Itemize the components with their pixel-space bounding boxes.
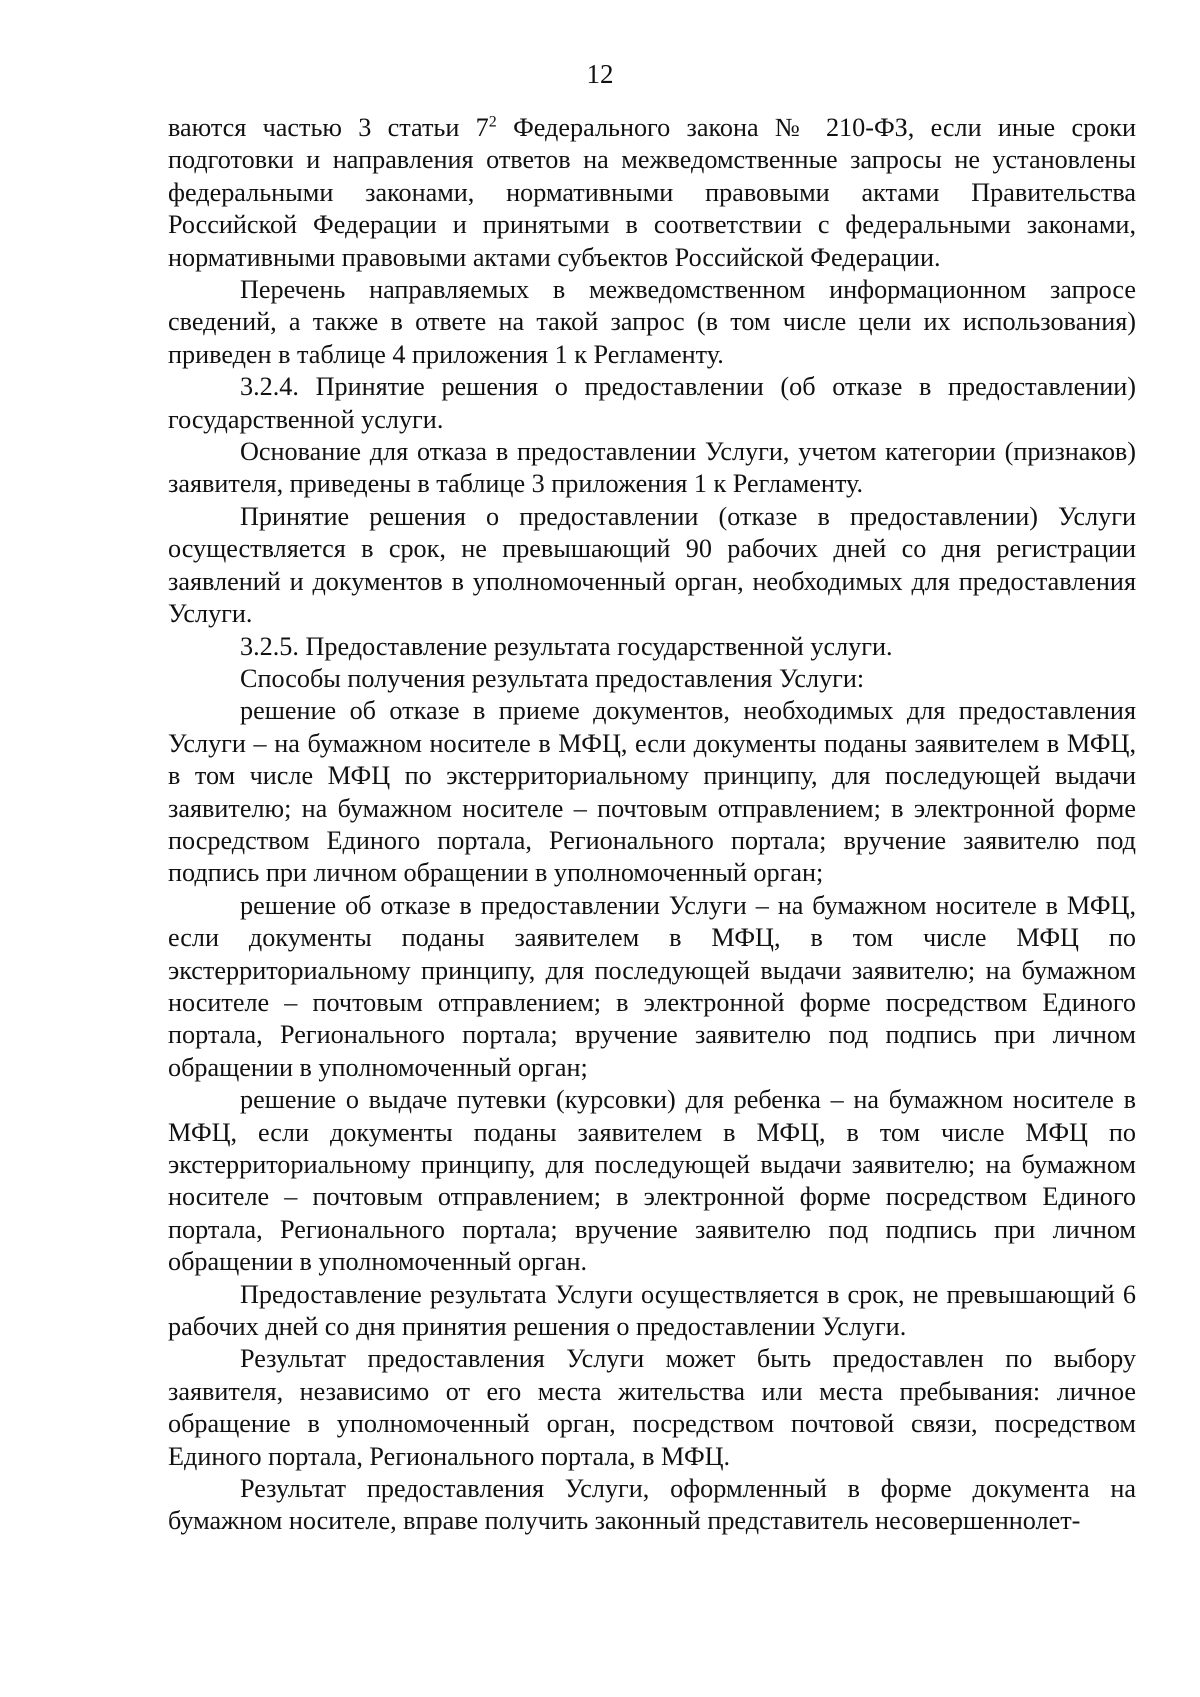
paragraph-result-term: Предоставление результата Услуги осуществляется в срок, не превышающий 6 рабочих дней со дня принятия решения о предоставлении Услуги. <box>168 1279 1136 1342</box>
section-heading-3-2-4: 3.2.4. Принятие решения о предоставлении (об отказе в предоставлении) государственной услуги. <box>168 372 1136 434</box>
paragraph-decision-term: Принятие решения о предоставлении (отказе в предоставлении) Услуги осуществляется в срок, не превышающий 90 рабочих дней со дня регистрации заявлений и документов в уполномоченный орган, необходимых для предоставления Услуги. <box>168 501 1136 629</box>
article-superscript: 2 <box>488 113 497 131</box>
document-body <box>168 112 1136 1538</box>
paragraph-continuation-text-b: Федерального закона № 210-ФЗ, если иные сроки подготовки и направления ответов на межведомственные запросы не установлены федеральными законами, нормативными правовыми актами Правительства Российской Федерации и принятыми в соответствии с федеральными законами, нормативными правовыми актами субъектов Российской Федерации. <box>168 113 1136 272</box>
page-number: 12 <box>586 59 614 89</box>
paragraph-legal-representative: Результат предоставления Услуги, оформленный в форме документа на бумажном носителе, вправе получить законный представитель несовершеннолет- <box>168 1474 1136 1536</box>
paragraph-refusal-service: решение об отказе в предоставлении Услуги – на бумажном носителе в МФЦ, если документы поданы заявителем в МФЦ, в том числе МФЦ по экстерриториальному принципу, для последующей выдачи заявителю; на бумажном носителе – почтовым отправлением; в электронной форме посредством Единого портала, Регионального портала; вручение заявителю под подпись при личном обращении в уполномоченный орган; <box>168 890 1136 1082</box>
paragraph-info-request: Перечень направляемых в межведомственном информационном запросе сведений, а также в ответе на такой запрос (в том числе цели их использования) приведен в таблице 4 приложения 1 к Регламенту. <box>168 275 1136 369</box>
paragraph-result-choice: Результат предоставления Услуги может быть предоставлен по выбору заявителя, независимо от его места жительства или места пребывания: личное обращение в уполномоченный орган, посредством почтовой связи, посредством Единого портала, Регионального портала, в МФЦ. <box>168 1344 1136 1471</box>
paragraph-refusal-grounds: Основание для отказа в предоставлении Услуги, учетом категории (признаков) заявителя, приведены в таблице 3 приложения 1 к Регламенту. <box>168 437 1136 499</box>
paragraph-result-methods: Способы получения результата предоставления Услуги: <box>240 663 865 693</box>
paragraph-voucher-decision: решение о выдаче путевки (курсовки) для ребенка – на бумажном носителе в МФЦ, если документы поданы заявителем в МФЦ, в том числе МФЦ по экстерриториальному принципу, для последующей выдачи заявителю; на бумажном носителе – почтовым отправлением; в электронной форме посредством Единого портала, Регионального портала; вручение заявителю под подпись при личном обращении в уполномоченный орган. <box>168 1085 1136 1277</box>
paragraph-refusal-acceptance: решение об отказе в приеме документов, необходимых для предоставления Услуги – на бумажном носителе в МФЦ, если документы поданы заявителем в МФЦ, в том числе МФЦ по экстерриториальному принципу, для последующей выдачи заявителю; на бумажном носителе – почтовым отправлением; в электронной форме посредством Единого портала, Регионального портала; вручение заявителю под подпись при личном обращении в уполномоченный орган; <box>168 696 1136 888</box>
paragraph-continuation <box>168 112 1136 274</box>
paragraph-continuation-text-a: ваются частью 3 статьи 7 <box>168 113 489 142</box>
section-heading-3-2-5: 3.2.5. Предоставление результата государственной услуги. <box>240 631 893 661</box>
